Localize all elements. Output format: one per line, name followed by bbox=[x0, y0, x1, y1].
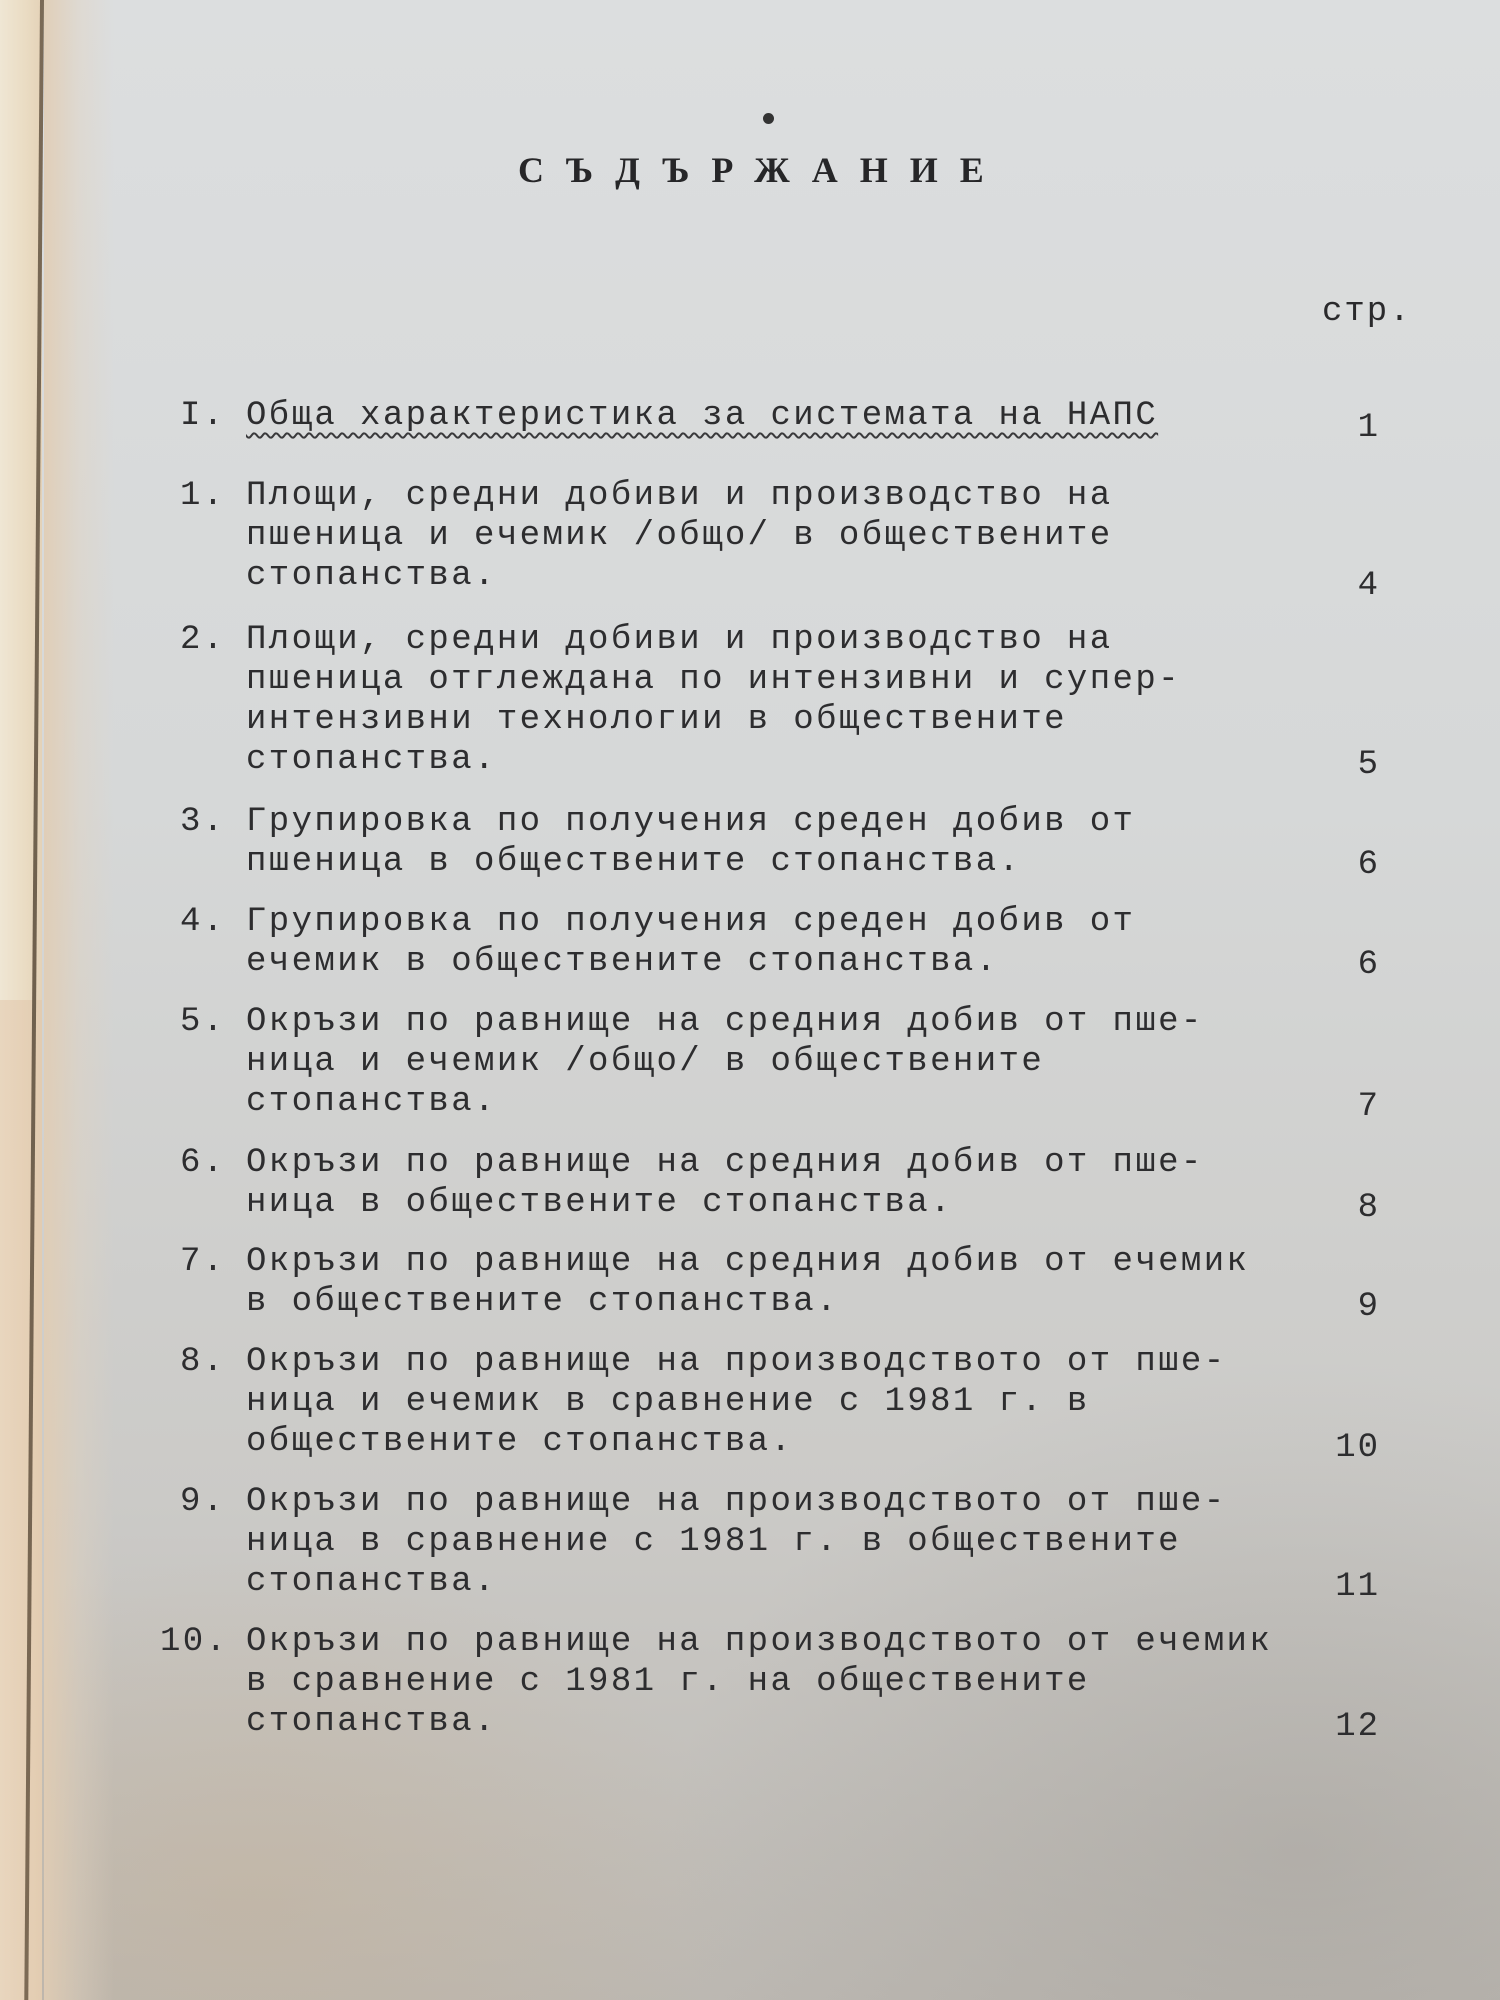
toc-entry-line: интензивни технологии в обществените bbox=[246, 701, 1067, 739]
toc-entry-line: стопанства. bbox=[246, 1703, 497, 1741]
toc-entry-text bbox=[246, 1482, 1227, 1602]
toc-entry-line: Окръзи по равнище на средния добив от ечемик bbox=[246, 1243, 1250, 1281]
toc-entry-page-number: 6 bbox=[1357, 846, 1380, 884]
toc-entry-number: I. bbox=[180, 397, 226, 435]
toc-entry-line: ница в сравнение с 1981 г. в обществените bbox=[246, 1523, 1181, 1561]
toc-entry-page-number: 5 bbox=[1357, 746, 1380, 784]
toc-entry-line: пшеница в обществените стопанства. bbox=[246, 843, 1022, 881]
toc-entry-line: стопанства. bbox=[246, 1563, 497, 1601]
toc-entry-page-number: 7 bbox=[1357, 1088, 1380, 1126]
toc-entry-number: 1. bbox=[180, 477, 226, 515]
toc-entry-line: Окръзи по равнище на производството от пше- bbox=[246, 1483, 1227, 1521]
toc-entry-page-number: 9 bbox=[1357, 1288, 1380, 1326]
toc-entry-line: Окръзи по равнище на средния добив от пше- bbox=[246, 1003, 1204, 1041]
toc-entry-line: Площи, средни добиви и производство на bbox=[246, 477, 1113, 515]
toc-entry-page-number: 1 bbox=[1357, 409, 1380, 447]
toc-entry-number: 7. bbox=[180, 1243, 226, 1281]
binding-strip-lower bbox=[0, 1000, 42, 2000]
page-edge-shade bbox=[44, 0, 114, 2000]
toc-entry-line: Обща характеристика за системата на НАПС bbox=[246, 397, 1159, 435]
toc-entry-text bbox=[246, 1622, 1272, 1742]
toc-entry-line: Групировка по получения среден добив от bbox=[246, 903, 1136, 941]
toc-entry-line: Площи, средни добиви и производство на bbox=[246, 621, 1113, 659]
toc-entry-number: 9. bbox=[180, 1483, 226, 1521]
toc-entry-line: пшеница и ечемик /общо/ в обществените bbox=[246, 517, 1113, 555]
toc-entry-number: 2. bbox=[180, 621, 226, 659]
toc-entry-text bbox=[246, 620, 1181, 780]
toc-entry-line: обществените стопанства. bbox=[246, 1423, 794, 1461]
toc-entry-number: 4. bbox=[180, 903, 226, 941]
toc-section-heading bbox=[246, 396, 1158, 436]
page-title: СЪДЪРЖАНИЕ bbox=[518, 150, 1006, 190]
toc-entry-page-number: 11 bbox=[1335, 1568, 1380, 1606]
toc-entry-number: 6. bbox=[180, 1144, 226, 1182]
toc-entry-line: пшеница отглеждана по интензивни и супер- bbox=[246, 661, 1181, 699]
toc-entry-line: Окръзи по равнище на средния добив от пше- bbox=[246, 1144, 1204, 1182]
toc-entry-number: 5. bbox=[180, 1003, 226, 1041]
toc-entry-page-number: 4 bbox=[1357, 567, 1380, 605]
toc-entry-text bbox=[246, 1242, 1249, 1322]
toc-entry-line: ница в обществените стопанства. bbox=[246, 1184, 953, 1222]
toc-entry-page-number: 6 bbox=[1357, 946, 1380, 984]
toc-entry-text bbox=[246, 1342, 1227, 1462]
toc-entry-line: Групировка по получения среден добив от bbox=[246, 803, 1136, 841]
toc-entry-line: в обществените стопанства. bbox=[246, 1283, 839, 1321]
toc-entry-line: ница и ечемик /общо/ в обществените bbox=[246, 1043, 1045, 1081]
toc-entry-page-number: 8 bbox=[1357, 1189, 1380, 1227]
toc-entry-text bbox=[246, 476, 1113, 596]
toc-entry-line: ница и ечемик в сравнение с 1981 г. в bbox=[246, 1383, 1090, 1421]
toc-entry-line: стопанства. bbox=[246, 741, 497, 779]
toc-entry-number: 10. bbox=[160, 1623, 229, 1661]
toc-entry-page-number: 12 bbox=[1335, 1708, 1380, 1746]
toc-entry-page-number: 10 bbox=[1335, 1429, 1380, 1467]
toc-entry-line: в сравнение с 1981 г. на обществените bbox=[246, 1663, 1090, 1701]
ink-dot bbox=[763, 113, 774, 124]
toc-entry-line: стопанства. bbox=[246, 557, 497, 595]
toc-entry-text bbox=[246, 802, 1135, 882]
toc-entry-line: Окръзи по равнище на производството от ечемик bbox=[246, 1623, 1273, 1661]
toc-entry-number: 3. bbox=[180, 803, 226, 841]
toc-entry-line: стопанства. bbox=[246, 1083, 497, 1121]
toc-entry-text bbox=[246, 902, 1135, 982]
toc-entry-text bbox=[246, 1143, 1204, 1223]
toc-entry-text bbox=[246, 1002, 1204, 1122]
toc-entry-number: 8. bbox=[180, 1343, 226, 1381]
toc-entry-line: Окръзи по равнище на производството от пше- bbox=[246, 1343, 1227, 1381]
pages-column-header: стр. bbox=[1322, 293, 1412, 331]
toc-entry-line: ечемик в обществените стопанства. bbox=[246, 943, 999, 981]
